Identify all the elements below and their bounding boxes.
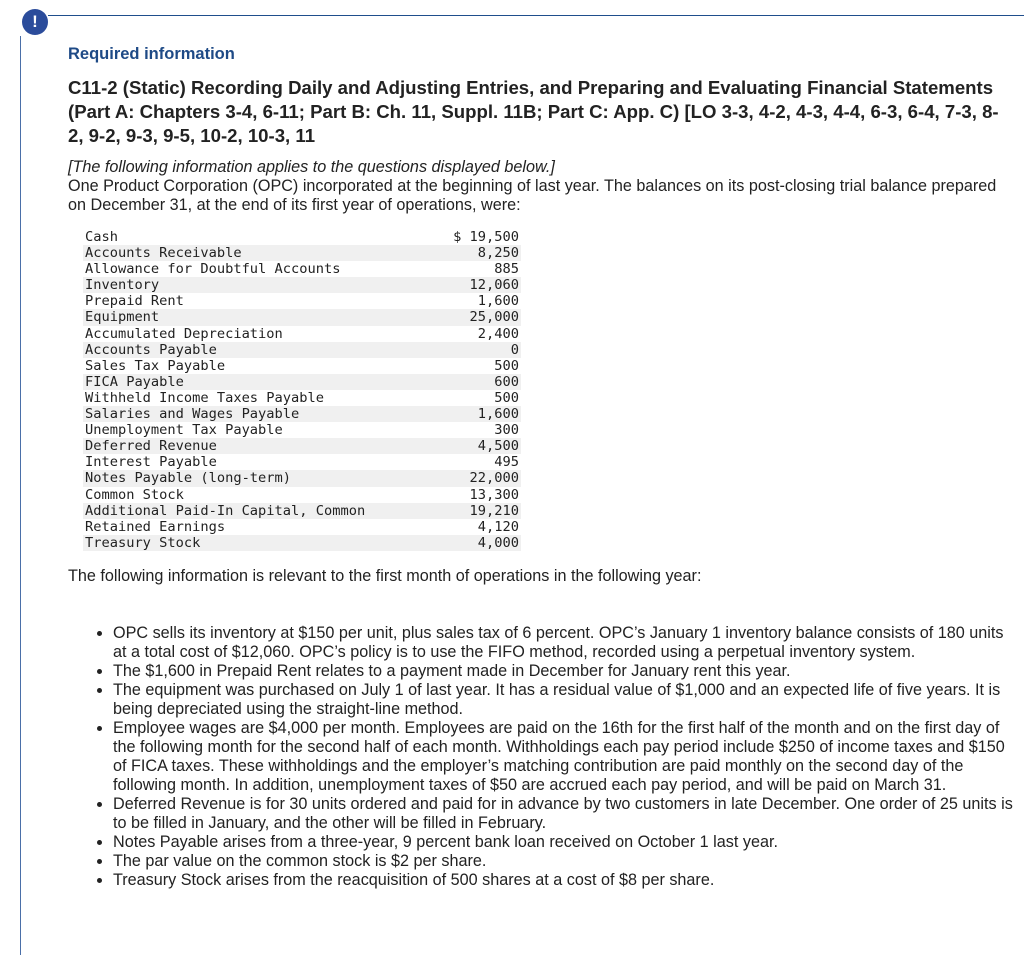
account-name: Unemployment Tax Payable <box>85 422 283 439</box>
account-name: Notes Payable (long-term) <box>83 470 437 486</box>
account-name: Interest Payable <box>85 454 217 471</box>
list-item: • Employee wages are $4,000 per month. Employees are paid on the 16th for the first half of the month and on the first day of the following month for the second half of each month. Withholdings each pay period include $250 of income taxes and $150 of FICA taxes. These withholdings and the employer’s matching contribution are paid monthly on the second day of the following month. In addition, unemployment taxes of $50 are accrued each pay period, and will be paid on March 31. <box>113 719 1013 795</box>
account-amount: 25,000 <box>437 309 521 325</box>
account-amount: 500 <box>494 357 519 374</box>
trial-balance-table <box>83 229 521 551</box>
account-amount: 0 <box>437 342 521 358</box>
intro-block <box>68 158 1013 215</box>
intro-text: One Product Corporation (OPC) incorporated at the beginning of last year. The balances on its post-closing trial balance prepared on December 31, at the end of its first year of operations, were: <box>68 177 997 214</box>
table-row <box>83 470 521 486</box>
alert-icon: ! <box>22 9 48 35</box>
table-row <box>83 438 521 454</box>
account-amount: 600 <box>437 374 521 390</box>
list-item: • Notes Payable arises from a three-year, 9 percent bank loan received on October 1 last year. <box>113 833 1013 852</box>
account-amount: 4,120 <box>477 518 519 535</box>
table-row <box>83 326 521 342</box>
account-name: Additional Paid-In Capital, Common <box>83 503 437 519</box>
account-name: Accounts Receivable <box>83 245 437 261</box>
account-amount: 8,250 <box>437 245 521 261</box>
account-name: Cash <box>85 229 118 245</box>
list-item: • OPC sells its inventory at $150 per unit, plus sales tax of 6 percent. OPC’s January 1 inventory balance consists of 180 units at a total cost of $12,060. OPC’s policy is to use the FIFO method, recorded using a perpetual inventory system. <box>113 624 1013 662</box>
account-name: Treasury Stock <box>83 535 437 551</box>
table-row <box>83 406 521 422</box>
account-name: Deferred Revenue <box>83 438 437 454</box>
list-item: • The $1,600 in Prepaid Rent relates to a payment made in December for January rent this year. <box>113 662 1013 681</box>
problem-title: C11-2 (Static) Recording Daily and Adjusting Entries, and Preparing and Evaluating Financial Statements (Part A: Chapters 3-4, 6-11; Part B: Ch. 11, Suppl. 11B; Part C: App. C) [LO 3-3, 4-2, 4-3, 4-4, 6-3, 6-4, 7-3, 8-2, 9-2, 9-3, 9-5, 10-2, 10-3, 11 <box>68 77 999 146</box>
account-amount: 2,400 <box>477 325 519 342</box>
list-item: • The par value on the common stock is $2 per share. <box>113 852 1013 871</box>
account-amount: 1,600 <box>477 293 519 310</box>
table-row <box>83 454 521 470</box>
account-amount: 22,000 <box>437 470 521 486</box>
account-amount: 495 <box>494 454 519 471</box>
account-name: Equipment <box>83 309 437 325</box>
table-row <box>83 487 521 503</box>
account-name: Sales Tax Payable <box>85 357 226 374</box>
table-row <box>83 374 521 390</box>
account-amount: 885 <box>494 261 519 278</box>
account-name: FICA Payable <box>83 374 437 390</box>
account-name: Common Stock <box>85 486 184 503</box>
table-row <box>83 519 521 535</box>
account-amount: 4,500 <box>437 438 521 454</box>
account-amount: 12,060 <box>437 277 521 293</box>
account-name: Prepaid Rent <box>85 293 184 310</box>
account-amount: 500 <box>494 389 519 406</box>
account-amount: 1,600 <box>437 406 521 422</box>
top-divider <box>48 15 1024 16</box>
table-row <box>83 245 521 261</box>
account-name: Retained Earnings <box>85 518 226 535</box>
table-row <box>83 229 521 245</box>
table-row <box>83 277 521 293</box>
left-border <box>20 36 21 955</box>
table-row <box>83 535 521 551</box>
table-row <box>83 309 521 325</box>
account-amount: 4,000 <box>437 535 521 551</box>
intro-note: [The following information applies to the questions displayed below.] <box>68 158 555 176</box>
account-name: Withheld Income Taxes Payable <box>85 389 324 406</box>
table-row <box>83 342 521 358</box>
question-content <box>68 44 1013 890</box>
list-item: • Treasury Stock arises from the reacquisition of 500 shares at a cost of $8 per share. <box>113 871 1013 890</box>
list-item: • The equipment was purchased on July 1 of last year. It has a residual value of $1,000 and an expected life of five years. It is being depreciated using the straight-line method. <box>113 681 1013 719</box>
table-row <box>83 261 521 277</box>
account-amount: 19,210 <box>437 503 521 519</box>
relevant-info-text: The following information is relevant to the first month of operations in the following year: <box>68 566 702 585</box>
account-amount: 300 <box>494 422 519 439</box>
account-name: Allowance for Doubtful Accounts <box>85 261 341 278</box>
table-row <box>83 422 521 438</box>
info-bullet-list <box>68 624 1013 890</box>
table-row <box>83 358 521 374</box>
list-item: • Deferred Revenue is for 30 units ordered and paid for in advance by two customers in late December. One order of 25 units is to be filled in January, and the other will be filled in February. <box>113 795 1013 833</box>
account-amount: $ 19,500 <box>453 229 519 245</box>
account-name: Accounts Payable <box>83 342 437 358</box>
table-row <box>83 390 521 406</box>
account-name: Inventory <box>83 277 437 293</box>
required-information-label: Required information <box>68 45 235 63</box>
table-row <box>83 293 521 309</box>
account-name: Salaries and Wages Payable <box>83 406 437 422</box>
account-name: Accumulated Depreciation <box>85 325 283 342</box>
table-row <box>83 503 521 519</box>
account-amount: 13,300 <box>469 486 519 503</box>
